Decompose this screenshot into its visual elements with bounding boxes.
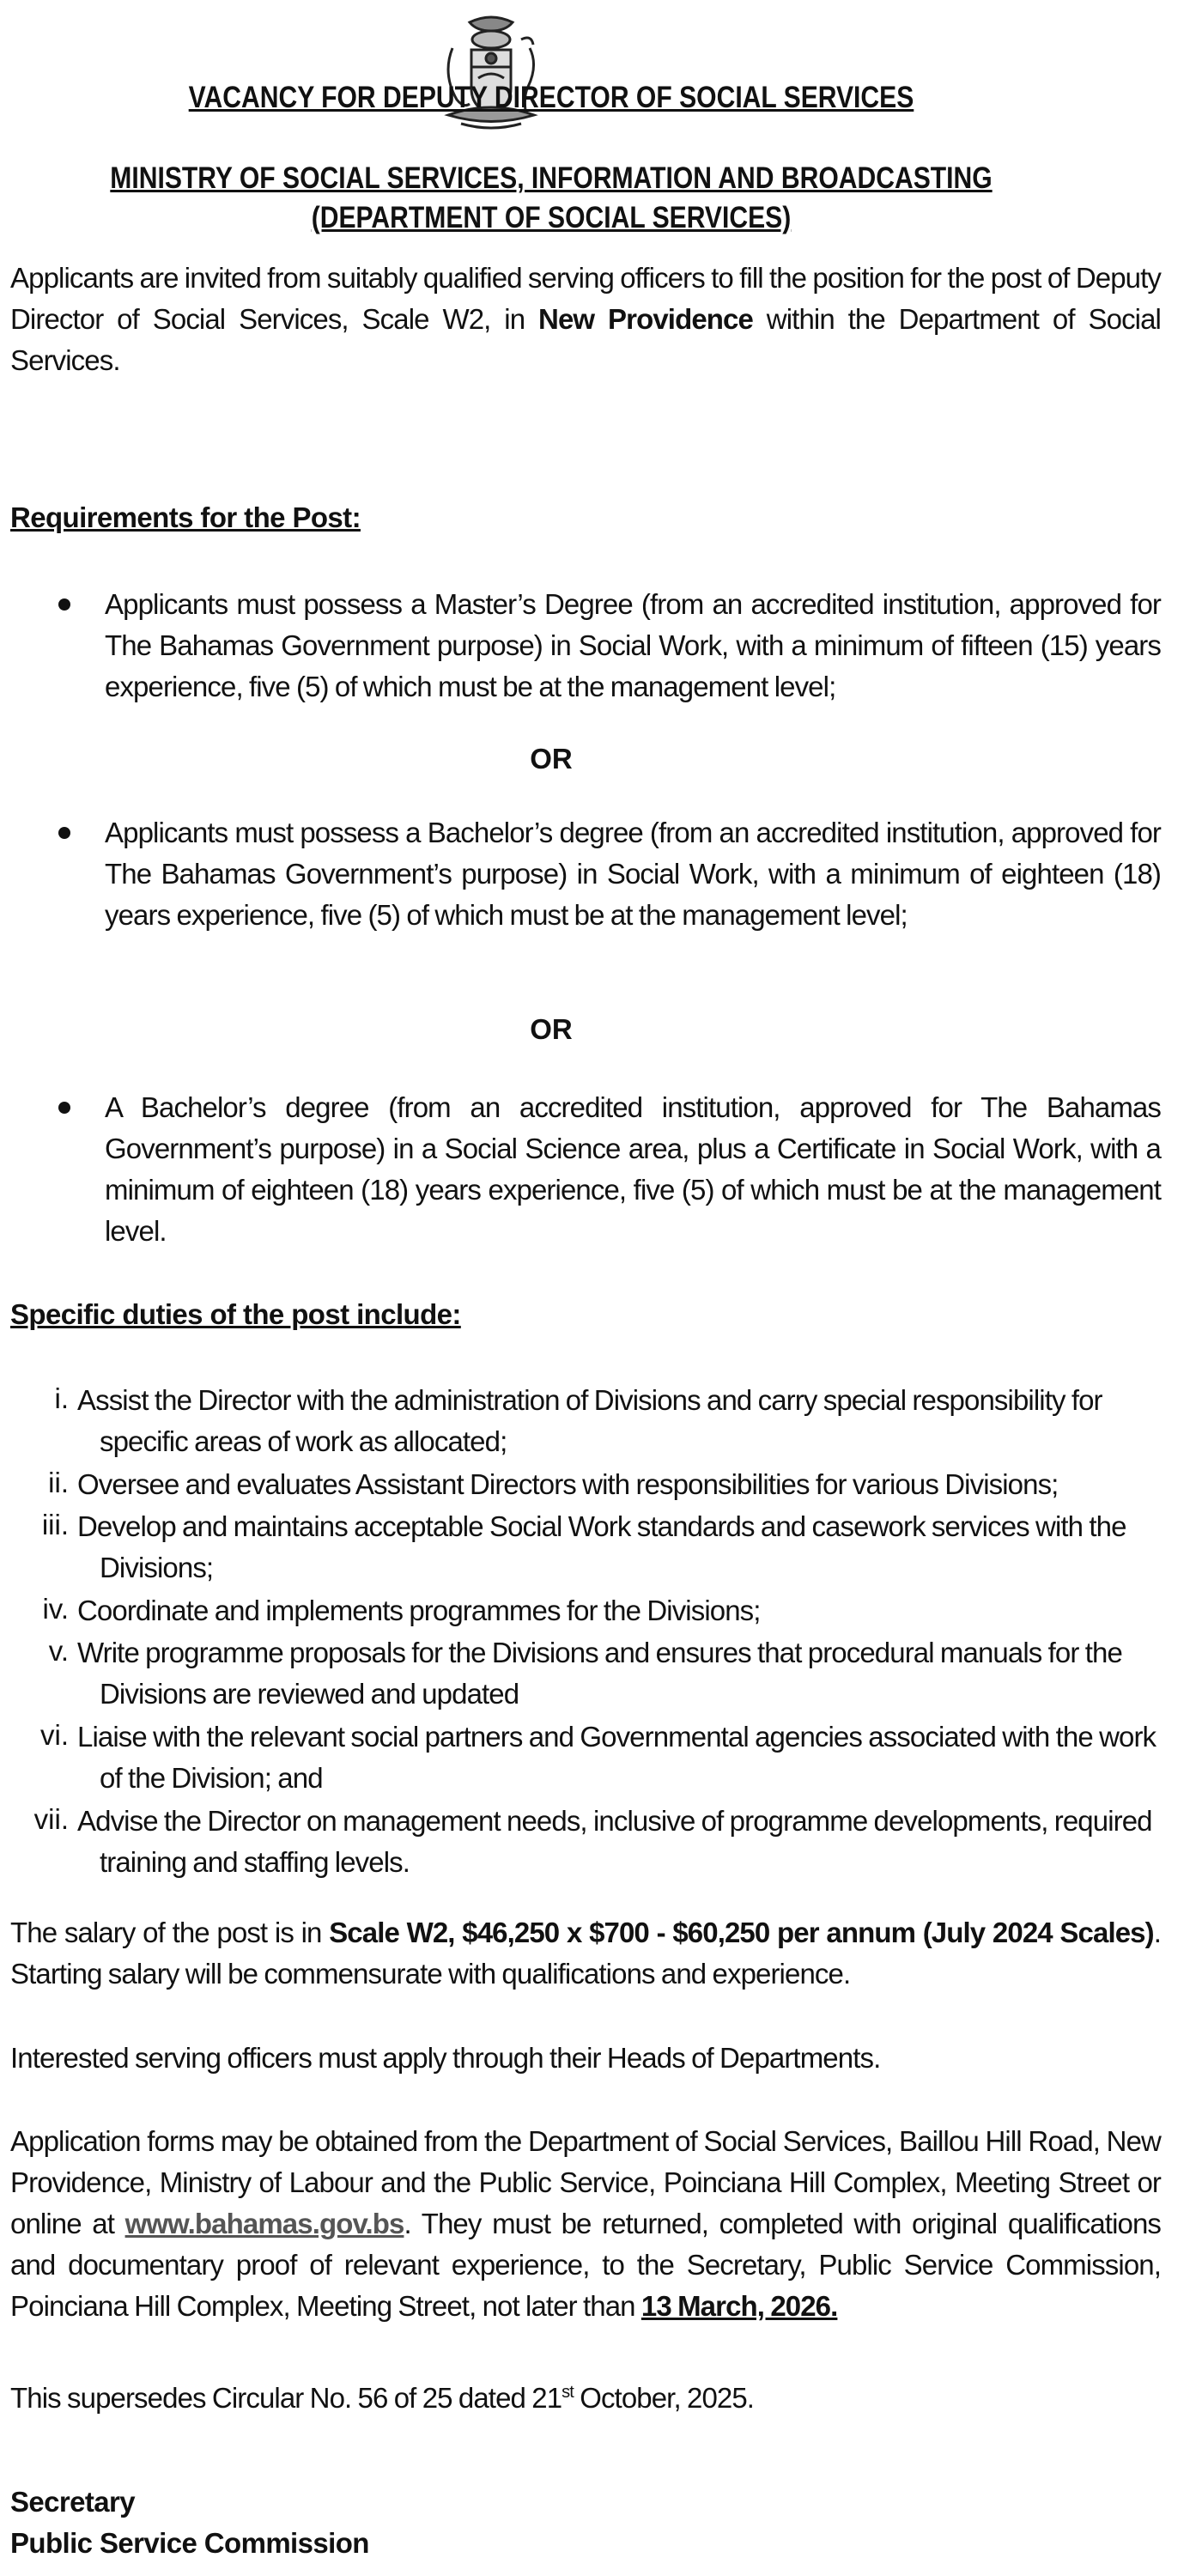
duty-item: Advise the Director on management needs, inclusive of programme developments, required training and staffing levels.: [77, 1805, 1152, 1878]
duty-number: v.: [48, 1635, 69, 1667]
requirement-item: Applicants must possess a Bachelor’s degree (from an accredited institution, approved for The Bahamas Government’s purpose) in Social Work, with a minimum of eighteen (18) years experience, five (5) of which must be at the management level;: [105, 817, 1161, 931]
apply-note: Interested serving officers must apply through their Heads of Departments.: [10, 2042, 881, 2074]
department-name: (DEPARTMENT OF SOCIAL SERVICES): [311, 201, 792, 234]
notice-title: VACANCY FOR DEPUTY DIRECTOR OF SOCIAL SERVICES: [188, 81, 914, 114]
duty-item: Develop and maintains acceptable Social Work standards and casework services with the Divisions;: [77, 1510, 1126, 1583]
requirements-heading: Requirements for the Post:: [10, 501, 361, 533]
supersedes-note: [10, 2372, 1161, 2419]
salary-paragraph: [10, 1912, 1161, 1995]
or-separator: OR: [530, 1013, 573, 1045]
bullet-icon: [58, 598, 70, 611]
duty-item: Liaise with the relevant social partners and Governmental agencies associated with the work of the Division; and: [77, 1721, 1156, 1794]
duties-heading: Specific duties of the post include:: [10, 1298, 461, 1330]
duty-number: iii.: [41, 1509, 69, 1540]
application-paragraph: [10, 2121, 1161, 2327]
ordinal-suffix: st: [562, 2383, 574, 2402]
or-separator: OR: [530, 743, 573, 775]
intro-paragraph: [10, 258, 1161, 381]
bullet-icon: [58, 1102, 70, 1114]
signatory-title: Secretary: [10, 2486, 136, 2518]
bullet-icon: [58, 827, 70, 839]
application-text-middle: . They must be returned, completed with original qualifications and documentary proof of relevant experience, to the Secretary, Public Service Commission, Poinciana Hill Complex, Meeting Street, not later than: [10, 2208, 1162, 2322]
duty-item: Oversee and evaluates Assistant Directors with responsibilities for various Divisions;: [77, 1468, 1059, 1500]
duty-item: Coordinate and implements programmes for the Divisions;: [77, 1595, 761, 1626]
website-link[interactable]: www.bahamas.gov.bs: [124, 2208, 404, 2239]
duty-number: ii.: [48, 1467, 69, 1498]
salary-text: The salary of the post is in: [10, 1917, 330, 1948]
duty-item: Assist the Director with the administration of Divisions and carry special responsibility for specific areas of work as allocated;: [77, 1384, 1102, 1457]
duty-number: vi.: [40, 1719, 69, 1751]
requirement-item: Applicants must possess a Master’s Degree (from an accredited institution, approved for The Bahamas Government purpose) in Social Work, with a minimum of fifteen (15) years experience, five (5) of which must be at the management level;: [105, 588, 1161, 702]
intro-text-end: within the Department of Social Services.: [10, 303, 1161, 376]
intro-text: Applicants are invited from suitably qualified serving officers to fill the position for the post of Deputy Director of Social Services, Scale W2, in: [10, 262, 1161, 335]
supersedes-text-end: October, 2025.: [573, 2382, 755, 2414]
signatory-organization: Public Service Commission: [10, 2527, 369, 2559]
application-deadline: 13 March, 2026.: [640, 2290, 838, 2322]
duty-item: Write programme proposals for the Divisions and ensures that procedural manuals for the Divisions are reviewed and updated: [77, 1637, 1122, 1710]
salary-text-end: . Starting salary will be commensurate with qualifications and experience.: [10, 1917, 1161, 1990]
application-text: Application forms may be obtained from the Department of Social Services, Baillou Hill Road, New Providence, Ministry of Labour and the Public Service, Poinciana Hill Complex, Meeting Street or online at: [10, 2125, 1161, 2239]
ministry-name: MINISTRY OF SOCIAL SERVICES, INFORMATION AND BROADCASTING: [110, 161, 993, 195]
supersedes-text: This supersedes Circular No. 56 of 25 dated 21: [10, 2382, 562, 2414]
duty-number: i.: [54, 1382, 69, 1414]
salary-scale: Scale W2, $46,250 x $700 - $60,250 per annum (July 2024 Scales): [329, 1917, 1154, 1948]
duty-number: vii.: [33, 1803, 69, 1835]
duty-number: iv.: [42, 1593, 69, 1625]
requirement-item: A Bachelor’s degree (from an accredited institution, approved for The Bahamas Government’s purpose) in a Social Science area, plus a Certificate in Social Work, with a minimum of eighteen (18) years experience, five (5) of which must be at the management level.: [105, 1091, 1161, 1247]
intro-location: New Providence: [538, 303, 753, 335]
